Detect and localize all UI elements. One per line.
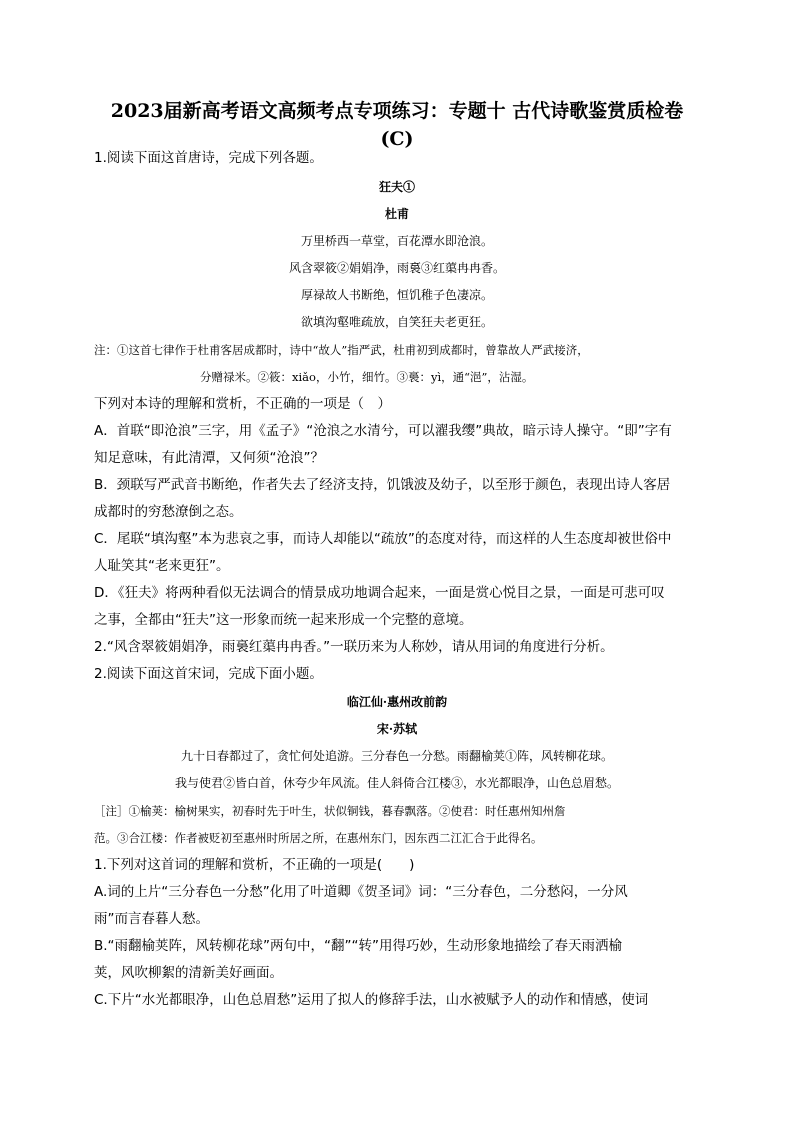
q1-option-b-line-1: B．颈联写严武音书断绝，作者失去了经济支持，饥饿波及幼子，以至形于颜色，表现出诗人客居 (94, 477, 671, 493)
q2-option-a-line-2: 雨”而言春暮人愁。 (94, 911, 209, 927)
q1-intro: 1.阅读下面这首唐诗，完成下列各题。 (94, 150, 323, 166)
q2-poem-author: 宋·苏轼 (376, 722, 418, 736)
q1-option-a-line-1: A．首联“即沧浪”三字，用《孟子》“沧浪之水清兮，可以濯我缨”典故，暗示诗人操守。“即”字有 (94, 423, 672, 439)
q1-poem-line-3: 厚禄故人书断绝，恒饥稚子色凄凉。 (300, 288, 493, 302)
q2-intro: 2.阅读下面这首宋词，完成下面小题。 (94, 666, 323, 682)
q2-note-line-2: 范。③合江楼：作者被贬初至惠州时所居之所，在惠州东门，因东西二江汇合于此得名。 (94, 831, 543, 845)
q2-question: 1.下列对这首词的理解和赏析，不正确的一项是( ) (94, 857, 415, 873)
q1-option-c-line-1: C．尾联“填沟壑”本为悲哀之事，而诗人却能以“疏放”的态度对待，而这样的人生态度却被世俗中 (94, 531, 672, 547)
q2-option-c-line-1: C.下片“水光都眼净，山色总眉愁”运用了拟人的修辞手法，山水被赋予人的动作和情感，使词 (94, 992, 649, 1008)
page-title: 2023届新高考语文高频考点专项练习：专题十 古代诗歌鉴赏质检卷 (110, 100, 684, 122)
q1-poem-line-1: 万里桥西一草堂，百花潭水即沧浪。 (300, 234, 493, 248)
q1-poem-title: 狂夫① (378, 180, 415, 194)
q1-note-line-1: 注：①这首七律作于杜甫客居成都时，诗中“故人”指严武，杜甫初到成都时，曾靠故人严武接济， (94, 343, 589, 357)
q2-note-line-1: ［注］①榆荚：榆树果实，初春时先于叶生，状似铜钱，暮春飘落。②使君：时任惠州知州詹 (94, 804, 566, 818)
q2-option-a-line-1: A.词的上片“三分春色一分愁”化用了叶道卿《贺圣词》词：“三分春色，二分愁闷，一分风 (94, 884, 628, 900)
q1-subquestion-2: 2.“风含翠筱娟娟净，雨裛红蕖冉冉香。”一联历来为人称妙，请从用词的角度进行分析。 (94, 639, 614, 655)
q1-question: 下列对本诗的理解和赏析，不正确的一项是（ ） (94, 396, 391, 412)
q2-poem-title: 临江仙·惠州改前韵 (346, 695, 448, 709)
q2-poem-line-2: 我与使君②皆白首，休夸少年风流。佳人斜倚合江楼③，水光都眼净，山色总眉愁。 (174, 776, 619, 790)
q1-option-c-line-2: 人耻笑其“老来更狂”。 (94, 558, 230, 574)
q1-option-d-line-1: D．《狂夫》将两种看似无法调合的情景成功地调合起来，一面是赏心悦目之景，一面是可悲可叹 (94, 585, 665, 601)
q2-option-b-line-2: 荚，风吹柳絮的清新美好画面。 (94, 965, 283, 981)
q1-note-line-2: 分赠禄米。②筱：xiǎo，小竹，细竹。③裛：yì，通“浥”，沾湿。 (200, 370, 534, 384)
q1-option-a-line-2: 知足意味，有此清潭，又何须“沧浪”？ (94, 450, 324, 466)
q1-option-d-line-2: 之事，全都由“狂夫”这一形象而统一起来形成一个完整的意境。 (94, 612, 473, 628)
q1-option-b-line-2: 成都时的穷愁潦倒之态。 (94, 504, 243, 520)
q2-option-b-line-1: B.“雨翻榆荚阵，风转柳花球”两句中，“翻”“转”用得巧妙，生动形象地描绘了春天雨洒榆 (94, 938, 623, 954)
q1-poem-line-4: 欲填沟壑唯疏放，自笑狂夫老更狂。 (300, 315, 493, 329)
q1-poem-line-2: 风含翠筱②娟娟净，雨裛③红蕖冉冉香。 (288, 261, 505, 275)
page-title-suffix: (C) (380, 128, 414, 150)
q1-poem-author: 杜甫 (384, 207, 409, 221)
q2-poem-line-1: 九十日春都过了，贪忙何处追游。三分春色一分愁。雨翻榆荚①阵，风转柳花球。 (180, 749, 613, 763)
